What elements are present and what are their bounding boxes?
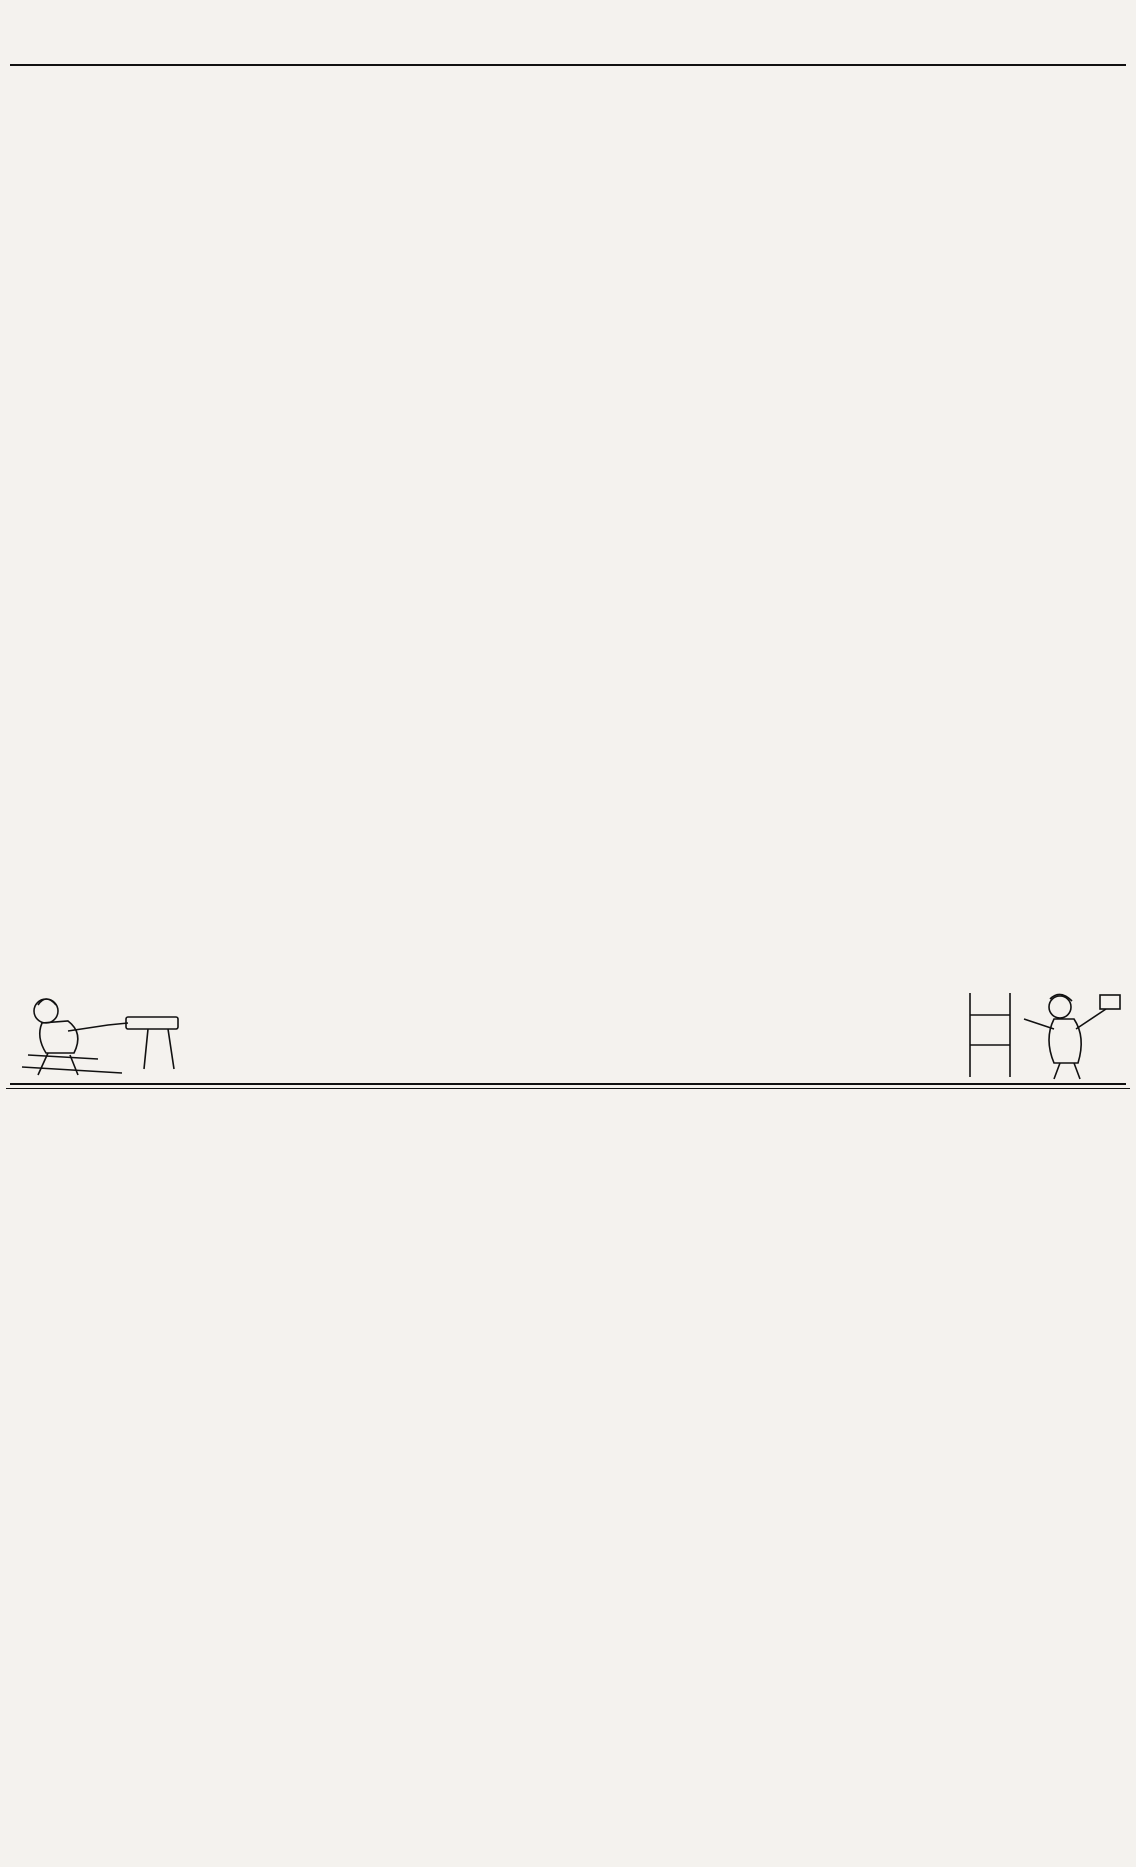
masthead-rule: [10, 64, 1126, 66]
worker-illustration-left-icon: [8, 985, 188, 1081]
painter-illustration-right-icon: [950, 985, 1130, 1081]
masthead: [0, 4, 1136, 64]
service-guide-columns: [6, 1088, 1130, 1862]
classified-columns: [6, 68, 1128, 968]
home-service-guide-banner: [0, 983, 1136, 1083]
banner-rule: [10, 1083, 1126, 1085]
